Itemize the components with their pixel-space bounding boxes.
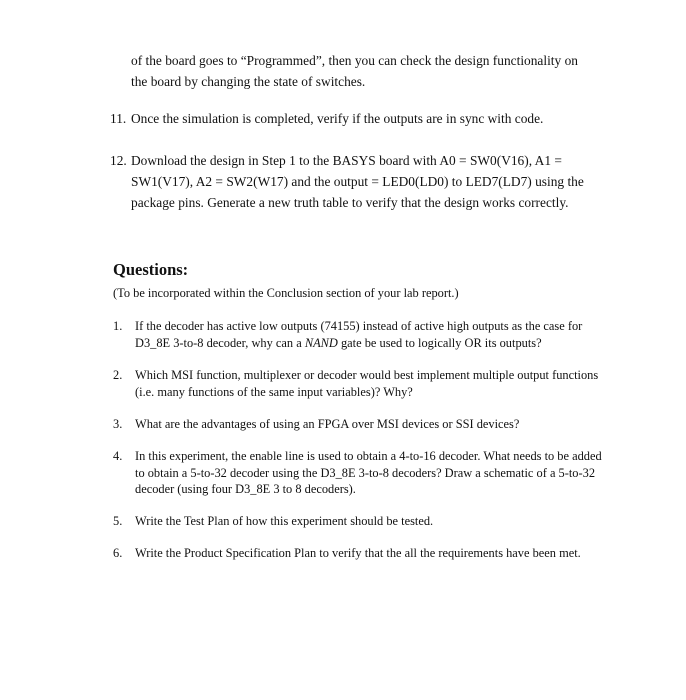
step-11 xyxy=(110,108,630,129)
question-number: 2. xyxy=(113,368,123,382)
question-6 xyxy=(113,545,643,562)
text-line: Write the Test Plan of how this experiment should be tested. xyxy=(135,514,434,528)
text-run: gate be used to logically OR its outputs? xyxy=(337,335,542,350)
question-2 xyxy=(113,367,643,400)
text-line xyxy=(135,335,643,352)
step-text xyxy=(131,150,630,213)
text-line: Which MSI function, multiplexer or decoder would best implement multiple output functions xyxy=(135,368,599,382)
question-text xyxy=(135,448,643,498)
question-5 xyxy=(113,513,643,530)
text-line: What are the advantages of using an FPGA over MSI devices or SSI devices? xyxy=(135,417,520,431)
questions-note: (To be incorporated within the Conclusion section of your lab report.) xyxy=(113,286,459,300)
step-12 xyxy=(110,150,630,213)
question-1 xyxy=(113,318,643,351)
text-line: Once the simulation is completed, verify if the outputs are in sync with code. xyxy=(131,111,544,126)
question-number: 1. xyxy=(113,319,123,333)
question-4 xyxy=(113,448,643,498)
text-line: decoder (using four D3_8E 3 to 8 decoders). xyxy=(135,482,356,496)
continuation-paragraph xyxy=(131,50,631,92)
text-line: Write the Product Specification Plan to verify that the all the requirements have been met. xyxy=(135,546,581,560)
question-3 xyxy=(113,416,643,433)
text-line: to obtain a 5-to-32 decoder using the D3_8E 3-to-8 decoders? Draw a schematic of a 5-to-32 xyxy=(135,465,596,480)
questions-heading: Questions: xyxy=(113,260,189,279)
question-number: 3. xyxy=(113,417,123,431)
text-line: In this experiment, the enable line is used to obtain a 4-to-16 decoder. What needs to be added xyxy=(135,449,602,463)
question-number: 4. xyxy=(113,449,123,463)
text-line: SW1(V17), A2 = SW2(W17) and the output = LED0(LD0) to LED7(LD7) using the xyxy=(131,174,584,189)
question-text xyxy=(135,545,643,562)
text-line: package pins. Generate a new truth table to verify that the design works correctly. xyxy=(131,195,569,210)
question-text xyxy=(135,318,643,351)
text-line: of the board goes to “Programmed”, then you can check the design functionality on xyxy=(131,53,578,68)
question-number: 6. xyxy=(113,546,123,560)
text-line: If the decoder has active low outputs (74155) instead of active high outputs as the case for xyxy=(135,319,583,333)
question-text xyxy=(135,367,643,400)
step-text xyxy=(131,108,630,129)
text-line: the board by changing the state of switches. xyxy=(131,74,366,89)
step-number: 12. xyxy=(110,153,127,168)
question-text xyxy=(135,513,643,530)
text-run: D3_8E 3-to-8 decoder, why can a xyxy=(135,335,305,350)
question-number: 5. xyxy=(113,514,123,528)
text-line: Download the design in Step 1 to the BASYS board with A0 = SW0(V16), A1 = xyxy=(131,153,562,168)
question-text xyxy=(135,416,643,433)
step-number: 11. xyxy=(110,111,127,126)
text-line: (i.e. many functions of the same input variables)? Why? xyxy=(135,384,413,399)
nand-emphasis: NAND xyxy=(304,335,338,350)
